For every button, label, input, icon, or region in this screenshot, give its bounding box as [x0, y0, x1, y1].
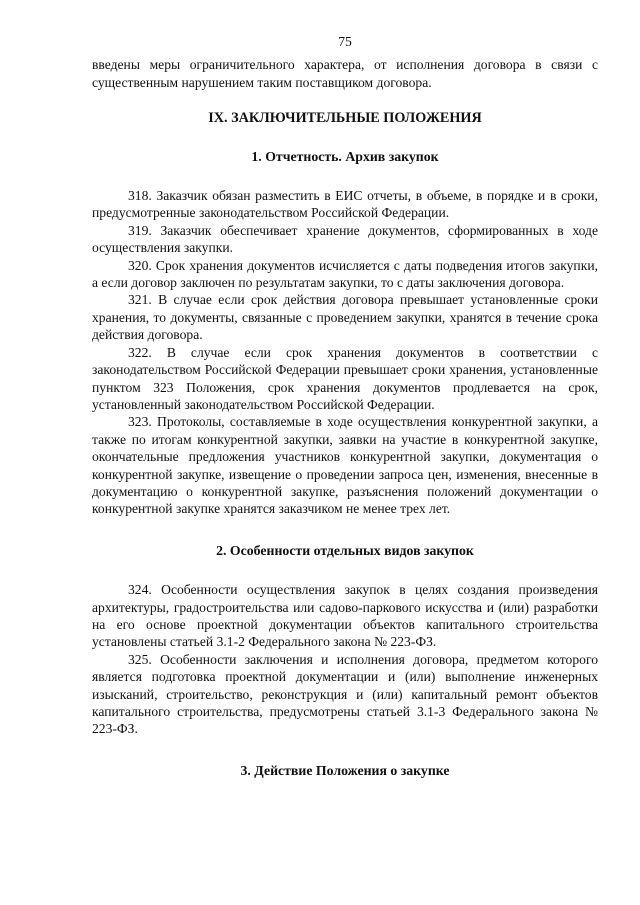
subsection-2: [92, 542, 598, 738]
subsection-title: 1. Отчетность. Архив закупок: [251, 148, 439, 164]
section-title: IX. ЗАКЛЮЧИТЕЛЬНЫЕ ПОЛОЖЕНИЯ: [208, 110, 482, 127]
document-page: [92, 33, 598, 801]
paragraph-319: 319. Заказчик обеспечивает хранение документов, сформированных в ходе осуществления закупки.: [92, 222, 598, 256]
page-number: 75: [338, 34, 352, 49]
paragraph-323: 323. Протоколы, составляемые в ходе осуществления конкурентной закупки, а также по итогам конкурентной закупки, заявки на участие в конкурентной закупке, окончательные предложения участников конкурентной закупки, документация о конкурентной закупке, извещение о проведении запроса цен, изменения, внесенные в документацию о конкурентной закупке, разъяснения положений документации о конкурентной закупке хранятся заказчиком не менее трех лет.: [92, 414, 598, 517]
intro-paragraph: введены меры ограничительного характера, от исполнения договора в связи с существенным нарушением таким поставщиком договора.: [92, 57, 598, 90]
subsection-3: [92, 762, 598, 779]
paragraph-318: 318. Заказчик обязан разместить в ЕИС отчеты, в объеме, в порядке и в сроки, предусмотренные законодательством Российской Федерации.: [92, 188, 598, 221]
paragraph-321: 321. В случае если срок действия договора превышает установленные сроки хранения, то документы, связанные с проведением закупки, хранятся в течение срока действия договора.: [92, 292, 598, 343]
paragraph-322: 322. В случае если срок хранения документов в соответствии с законодательством Российской Федерации превышает сроки хранения, установленные пунктом 323 Положения, срок хранения документов продлевается на срок, установленный законодательством Российской Федерации.: [92, 344, 598, 412]
paragraph-320: 320. Срок хранения документов исчисляется с даты подведения итогов закупки, а если договор заключен по результатам закупки, то с даты заключения договора.: [92, 257, 598, 291]
subsection-title: 3. Действие Положения о закупке: [240, 762, 450, 778]
subsection-title: 2. Особенности отдельных видов закупок: [216, 542, 474, 558]
subsection-1: [92, 148, 598, 518]
paragraph-325: 325. Особенности заключения и исполнения договора, предметом которого является подготовка проектной документации и (или) выполнение инженерных изысканий, строительство, реконструкция и (или) капитальный ремонт объектов капитального строительства, предусмотрены статьей 3.1-3 Федерального закона № 223-ФЗ.: [92, 651, 598, 737]
paragraph-324: 324. Особенности осуществления закупок в целях создания произведения архитектуры, градостроительства или садово-паркового искусства и (или) разработки на его основе проектной документации объектов капитального строительства установлены статьей 3.1-2 Федерального закона № 223-ФЗ.: [92, 582, 598, 650]
